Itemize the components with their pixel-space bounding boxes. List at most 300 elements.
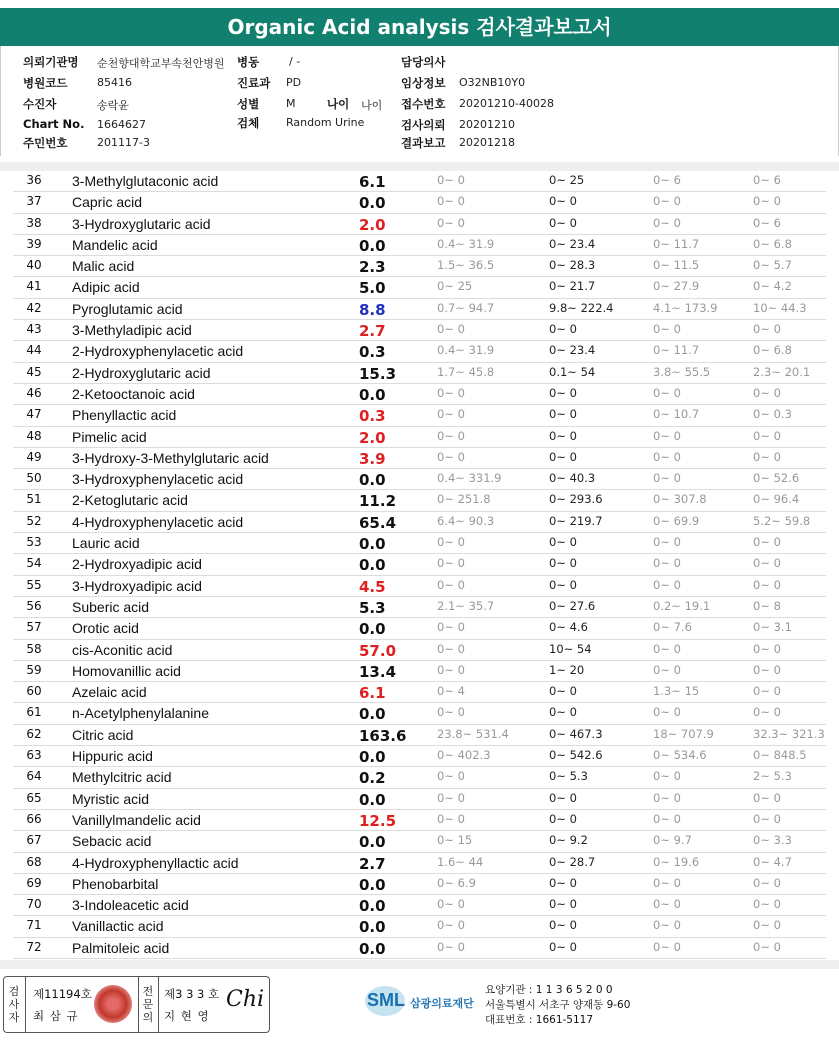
row-number: 62: [26, 726, 42, 741]
acid-name: 4-Hydroxyphenyllactic acid: [72, 854, 239, 871]
acid-name: Capric acid: [72, 194, 143, 211]
table-row: [13, 427, 826, 448]
row-number: 36: [26, 173, 42, 187]
result-value: 65.4: [359, 513, 397, 532]
acid-name: n-Acetylphenylalanine: [72, 705, 209, 722]
table-row: [13, 235, 826, 256]
row-number: 63: [26, 748, 42, 763]
institution-label: 의뢰기관명: [23, 55, 79, 69]
table-row: [13, 938, 826, 959]
reference-range-2: 0.1~ 54: [549, 364, 596, 379]
reference-range-4: 0~ 0: [753, 811, 781, 826]
reference-range-3: 0~ 0: [653, 897, 681, 912]
row-number: 64: [26, 769, 42, 784]
table-row: [13, 916, 826, 937]
acid-name: Sebacic acid: [72, 833, 152, 850]
reference-range-1: 2.1~ 35.7: [437, 598, 495, 613]
reference-range-4: 0~ 3.3: [753, 833, 792, 848]
reference-range-4: 0~ 0: [753, 684, 781, 699]
row-number: 65: [26, 790, 42, 805]
reference-range-3: 0~ 0: [653, 577, 681, 592]
acid-name: 2-Ketooctanoic acid: [72, 385, 195, 402]
table-row: [13, 810, 826, 831]
specimen-label: 검체: [237, 116, 260, 130]
reference-range-1: 1.6~ 44: [437, 854, 484, 869]
reference-range-2: 0~ 28.7: [549, 854, 596, 869]
result-value: 0.0: [359, 875, 386, 894]
result-value: 0.0: [359, 833, 386, 852]
row-number: 55: [26, 577, 42, 592]
reference-range-1: 0~ 0: [437, 620, 465, 635]
row-number: 45: [26, 364, 42, 379]
reference-range-4: 0~ 4.2: [753, 279, 792, 294]
acid-name: Hippuric acid: [72, 748, 153, 765]
reference-range-2: 0~ 0: [549, 449, 577, 464]
hospital-code-value: 85416: [97, 76, 132, 89]
result-value: 5.0: [359, 279, 386, 298]
result-value: 0.0: [359, 748, 386, 767]
reference-range-4: 2~ 5.3: [753, 769, 792, 784]
reference-range-4: 0~ 0: [753, 662, 781, 677]
row-number: 52: [26, 513, 42, 528]
result-value: 2.0: [359, 428, 386, 447]
result-value: 2.7: [359, 854, 386, 873]
reference-range-3: 0~ 0: [653, 449, 681, 464]
result-value: 0.2: [359, 769, 386, 788]
chart-value: 1664627: [97, 118, 146, 131]
reference-range-2: 0~ 0: [549, 407, 577, 422]
reference-range-2: 0~ 27.6: [549, 598, 596, 613]
reference-range-4: 0~ 0: [753, 918, 781, 933]
row-number: 43: [26, 322, 42, 337]
reference-range-2: 0~ 0: [549, 897, 577, 912]
row-number: 61: [26, 705, 42, 720]
reference-range-1: 0~ 0: [437, 918, 465, 933]
acid-name: Pimelic acid: [72, 428, 147, 445]
table-row: [13, 299, 826, 320]
reference-range-1: 0~ 0: [437, 385, 465, 400]
ward-label: 병동: [237, 55, 260, 69]
reference-range-3: 0~ 0: [653, 556, 681, 571]
table-row: [13, 384, 826, 405]
table-row: [13, 192, 826, 213]
acid-name: Mandelic acid: [72, 236, 158, 253]
row-number: 48: [26, 428, 42, 443]
reference-range-1: 0~ 4: [437, 684, 465, 699]
row-number: 60: [26, 684, 42, 699]
acid-name: Homovanillic acid: [72, 662, 181, 679]
reference-range-4: 0~ 6: [753, 215, 781, 230]
dept-label: 진료과: [237, 76, 271, 90]
reference-range-3: 0~ 6: [653, 173, 681, 187]
result-value: 8.8: [359, 300, 386, 319]
reference-range-3: 0~ 0: [653, 215, 681, 230]
clinical-info-label: 임상정보: [401, 76, 446, 90]
reference-range-3: 0~ 0: [653, 790, 681, 805]
reference-range-2: 0~ 467.3: [549, 726, 603, 741]
acid-name: 3-Methylglutaconic acid: [72, 173, 219, 189]
sex-value: M: [286, 97, 296, 110]
reference-range-2: 0~ 0: [549, 322, 577, 337]
reference-range-4: 0~ 3.1: [753, 620, 792, 635]
lab-address: 서울특별시 서초구 양재동 9-60: [485, 999, 631, 1011]
dept-value: PD: [286, 76, 302, 89]
acid-name: 2-Ketoglutaric acid: [72, 492, 188, 509]
receipt-label: 접수번호: [401, 97, 446, 111]
result-value: 163.6: [359, 726, 407, 745]
reference-range-1: 0~ 0: [437, 535, 465, 550]
table-row: [13, 363, 826, 384]
reference-range-4: 0~ 0: [753, 428, 781, 443]
reference-range-1: 0~ 15: [437, 833, 473, 848]
table-row: [13, 214, 826, 235]
acid-name: Azelaic acid: [72, 684, 147, 701]
reference-range-4: 0~ 6.8: [753, 236, 792, 251]
reference-range-3: 0~ 9.7: [653, 833, 692, 848]
result-value: 4.5: [359, 577, 386, 596]
result-value: 2.3: [359, 258, 386, 277]
acid-name: Orotic acid: [72, 620, 139, 637]
reference-range-4: 0~ 0: [753, 556, 781, 571]
acid-name: Phenobarbital: [72, 875, 159, 892]
row-number: 57: [26, 620, 42, 635]
row-number: 39: [26, 236, 42, 251]
reference-range-2: 0~ 0: [549, 939, 577, 954]
reference-range-4: 10~ 44.3: [753, 300, 807, 315]
reference-range-3: 0~ 534.6: [653, 748, 707, 763]
table-row: [13, 171, 826, 192]
reference-range-1: 1.7~ 45.8: [437, 364, 495, 379]
row-number: 54: [26, 556, 42, 571]
reference-range-2: 0~ 9.2: [549, 833, 588, 848]
reference-range-2: 0~ 0: [549, 684, 577, 699]
reference-range-1: 0.4~ 331.9: [437, 471, 502, 486]
result-value: 0.0: [359, 705, 386, 724]
result-value: 6.1: [359, 173, 386, 191]
result-value: 11.2: [359, 492, 397, 511]
reference-range-2: 9.8~ 222.4: [549, 300, 614, 315]
specialist-license: 제3 3 3 호: [164, 987, 220, 1001]
reference-range-4: 0~ 0: [753, 385, 781, 400]
row-number: 53: [26, 535, 42, 550]
footer-divider: [0, 960, 839, 969]
table-row: [13, 490, 826, 511]
reference-range-1: 0~ 6.9: [437, 875, 476, 890]
table-row: [13, 533, 826, 554]
reference-range-3: 1.3~ 15: [653, 684, 700, 699]
acid-name: Vanillactic acid: [72, 918, 164, 935]
table-row: [13, 853, 826, 874]
table-row: [13, 448, 826, 469]
reference-range-2: 10~ 54: [549, 641, 592, 656]
reference-range-4: 0~ 848.5: [753, 748, 807, 763]
reference-range-3: 0~ 0: [653, 322, 681, 337]
reference-range-4: 0~ 8: [753, 598, 781, 613]
reference-range-1: 0~ 0: [437, 897, 465, 912]
doctor-label: 담당의사: [401, 55, 446, 69]
reference-range-1: 0~ 25: [437, 279, 473, 294]
acid-name: Methylcitric acid: [72, 769, 172, 786]
reference-range-2: 0~ 21.7: [549, 279, 596, 294]
reference-range-1: 0~ 0: [437, 641, 465, 656]
reference-range-2: 0~ 23.4: [549, 343, 596, 358]
reference-range-4: 0~ 0.3: [753, 407, 792, 422]
acid-name: Palmitoleic acid: [72, 939, 170, 956]
report-date-value: 20201218: [459, 136, 515, 149]
table-row: [13, 576, 826, 597]
reference-range-2: 1~ 20: [549, 662, 585, 677]
report-title: Organic Acid analysis 검사결과보고서: [0, 8, 839, 46]
receipt-value: 20201210-40028: [459, 97, 554, 110]
result-value: 0.0: [359, 535, 386, 554]
reference-range-1: 0~ 0: [437, 194, 465, 209]
sex-label: 성별: [237, 97, 260, 111]
result-value: 0.0: [359, 790, 386, 809]
reference-range-1: 0~ 0: [437, 769, 465, 784]
reference-range-2: 0~ 40.3: [549, 471, 596, 486]
patient-value: 송락윤: [97, 99, 129, 112]
result-value: 0.0: [359, 897, 386, 916]
result-value: 5.3: [359, 598, 386, 617]
result-value: 15.3: [359, 364, 397, 383]
institution-value: 순천향대학교부속천안병원: [97, 57, 225, 70]
specialist-name: 지 현 영: [164, 1009, 210, 1023]
row-number: 40: [26, 258, 42, 273]
acid-name: 3-Hydroxyphenylacetic acid: [72, 471, 244, 488]
sign-divider: [158, 977, 159, 1032]
reference-range-3: 3.8~ 55.5: [653, 364, 711, 379]
row-number: 59: [26, 662, 42, 677]
reference-range-1: 23.8~ 531.4: [437, 726, 509, 741]
result-value: 0.0: [359, 918, 386, 937]
reference-range-3: 0~ 0: [653, 662, 681, 677]
reference-range-1: 0~ 0: [437, 939, 465, 954]
row-number: 37: [26, 194, 42, 209]
reference-range-1: 0~ 0: [437, 556, 465, 571]
acid-name: 2-Hydroxyglutaric acid: [72, 364, 211, 381]
result-value: 3.9: [359, 449, 386, 468]
report-header: [0, 46, 839, 156]
reference-range-4: 0~ 0: [753, 577, 781, 592]
reference-range-2: 0~ 0: [549, 215, 577, 230]
reference-range-2: 0~ 219.7: [549, 513, 603, 528]
lab-info: [485, 983, 630, 1028]
acid-name: 2-Hydroxyadipic acid: [72, 556, 202, 573]
result-value: 0.0: [359, 385, 386, 404]
result-value: 2.0: [359, 215, 386, 234]
result-value: 12.5: [359, 811, 397, 830]
reference-range-2: 0~ 0: [549, 385, 577, 400]
reference-range-3: 0~ 0: [653, 471, 681, 486]
reference-range-3: 0~ 11.7: [653, 236, 700, 251]
row-number: 41: [26, 279, 42, 294]
result-value: 0.0: [359, 556, 386, 575]
reference-range-3: 0~ 11.7: [653, 343, 700, 358]
reference-range-1: 0.4~ 31.9: [437, 236, 495, 251]
row-number: 51: [26, 492, 42, 507]
table-row: [13, 874, 826, 895]
row-number: 71: [26, 918, 42, 933]
reference-range-3: 0~ 0: [653, 705, 681, 720]
reference-range-4: 0~ 0: [753, 449, 781, 464]
acid-name: 3-Indoleacetic acid: [72, 897, 189, 914]
table-row: [13, 746, 826, 767]
acid-name: 3-Hydroxyadipic acid: [72, 577, 202, 594]
acid-name: 3-Hydroxyglutaric acid: [72, 215, 211, 232]
acid-name: 4-Hydroxyphenylacetic acid: [72, 513, 244, 530]
table-row: [13, 277, 826, 298]
table-row: [13, 512, 826, 533]
reference-range-2: 0~ 0: [549, 811, 577, 826]
result-value: 2.7: [359, 322, 386, 341]
result-value: 6.1: [359, 684, 386, 703]
tester-license: 제11194호: [33, 987, 92, 1001]
result-value: 57.0: [359, 641, 397, 660]
reference-range-4: 0~ 0: [753, 322, 781, 337]
reference-range-4: 0~ 6: [753, 173, 781, 187]
reference-range-4: 0~ 0: [753, 641, 781, 656]
result-value: 0.0: [359, 236, 386, 255]
row-number: 69: [26, 875, 42, 890]
table-row: [13, 661, 826, 682]
reference-range-3: 0~ 307.8: [653, 492, 707, 507]
row-number: 72: [26, 939, 42, 954]
reference-range-3: 0.2~ 19.1: [653, 598, 711, 613]
row-number: 42: [26, 300, 42, 315]
reference-range-1: 0~ 0: [437, 790, 465, 805]
reference-range-1: 0~ 402.3: [437, 748, 491, 763]
table-row: [13, 767, 826, 788]
table-row: [13, 618, 826, 639]
reference-range-3: 0~ 0: [653, 811, 681, 826]
result-value: 0.0: [359, 471, 386, 490]
signature-box: [3, 976, 270, 1033]
reference-range-4: 0~ 5.7: [753, 258, 792, 273]
reference-range-2: 0~ 0: [549, 556, 577, 571]
reference-range-1: 0~ 0: [437, 215, 465, 230]
request-value: 20201210: [459, 118, 515, 131]
sign-divider: [25, 977, 26, 1032]
reference-range-3: 0~ 0: [653, 194, 681, 209]
reference-range-1: 0~ 251.8: [437, 492, 491, 507]
reference-range-1: 0~ 0: [437, 428, 465, 443]
table-row: [13, 256, 826, 277]
reference-range-3: 4.1~ 173.9: [653, 300, 718, 315]
reference-range-4: 0~ 0: [753, 194, 781, 209]
specialist-label: 전문의: [142, 985, 154, 1024]
reference-range-4: 5.2~ 59.8: [753, 513, 811, 528]
hospital-code-label: 병원코드: [23, 76, 68, 90]
logo-text: SML: [367, 990, 405, 1010]
reference-range-3: 0~ 19.6: [653, 854, 700, 869]
reference-range-3: 0~ 0: [653, 918, 681, 933]
reference-range-1: 0~ 0: [437, 407, 465, 422]
chart-label: Chart No.: [23, 117, 85, 131]
acid-name: Suberic acid: [72, 598, 150, 615]
reference-range-3: 0~ 11.5: [653, 258, 700, 273]
table-row: [13, 640, 826, 661]
reference-range-2: 0~ 0: [549, 535, 577, 550]
result-value: 0.0: [359, 620, 386, 639]
reference-range-1: 0~ 0: [437, 449, 465, 464]
reference-range-3: 0~ 0: [653, 875, 681, 890]
reference-range-4: 0~ 0: [753, 535, 781, 550]
reference-range-3: 0~ 69.9: [653, 513, 700, 528]
reference-range-2: 0~ 542.6: [549, 748, 603, 763]
table-row: [13, 405, 826, 426]
acid-name: Pyroglutamic acid: [72, 300, 183, 317]
reference-range-3: 0~ 0: [653, 428, 681, 443]
id-label: 주민번호: [23, 136, 68, 150]
reference-range-2: 0~ 0: [549, 790, 577, 805]
reference-range-4: 0~ 6.8: [753, 343, 792, 358]
table-row: [13, 341, 826, 362]
reference-range-1: 0~ 0: [437, 811, 465, 826]
reference-range-3: 0~ 0: [653, 939, 681, 954]
reference-range-2: 0~ 23.4: [549, 236, 596, 251]
results-table: [13, 171, 826, 959]
reference-range-4: 0~ 0: [753, 875, 781, 890]
table-row: [13, 703, 826, 724]
reference-range-2: 0~ 25: [549, 173, 585, 187]
sign-divider: [138, 977, 139, 1032]
reference-range-1: 0~ 0: [437, 577, 465, 592]
reference-range-2: 0~ 0: [549, 194, 577, 209]
acid-name: 3-Methyladipic acid: [72, 322, 192, 339]
row-number: 58: [26, 641, 42, 656]
table-row: [13, 469, 826, 490]
table-row: [13, 895, 826, 916]
reference-range-4: 32.3~ 321.3: [753, 726, 825, 741]
reference-range-2: 0~ 5.3: [549, 769, 588, 784]
acid-name: cis-Aconitic acid: [72, 641, 173, 658]
acid-name: Phenyllactic acid: [72, 407, 177, 424]
lab-phone: 대표번호 : 1661-5117: [485, 1014, 594, 1026]
tester-name: 최 삼 규: [33, 1009, 79, 1023]
foundation-name: 삼광의료재단: [410, 997, 474, 1010]
acid-name: Citric acid: [72, 726, 134, 743]
official-seal: [94, 985, 132, 1023]
acid-name: Malic acid: [72, 258, 135, 275]
clinical-info-value: O32NB10Y0: [459, 76, 526, 89]
row-number: 49: [26, 449, 42, 464]
reference-range-3: 0~ 0: [653, 535, 681, 550]
result-value: 13.4: [359, 662, 397, 681]
ward-value: / -: [289, 55, 301, 68]
reference-range-1: 0~ 0: [437, 705, 465, 720]
report-date-label: 결과보고: [401, 136, 446, 150]
reference-range-3: 0~ 10.7: [653, 407, 700, 422]
id-value: 201117-3: [97, 136, 150, 149]
reference-range-1: 6.4~ 90.3: [437, 513, 495, 528]
section-divider: [0, 162, 839, 171]
acid-name: 2-Hydroxyphenylacetic acid: [72, 343, 244, 360]
reference-range-1: 1.5~ 36.5: [437, 258, 495, 273]
age-value: 나이: [361, 99, 383, 112]
row-number: 46: [26, 385, 42, 400]
acid-name: Lauric acid: [72, 535, 140, 552]
table-row: [13, 682, 826, 703]
reference-range-3: 0~ 27.9: [653, 279, 700, 294]
row-number: 56: [26, 598, 42, 613]
reference-range-3: 18~ 707.9: [653, 726, 714, 741]
result-value: 0.0: [359, 194, 386, 213]
reference-range-1: 0.7~ 94.7: [437, 300, 495, 315]
result-value: 0.0: [359, 939, 386, 958]
reference-range-2: 0~ 4.6: [549, 620, 588, 635]
reference-range-1: 0~ 0: [437, 173, 465, 187]
reference-range-4: 0~ 96.4: [753, 492, 800, 507]
